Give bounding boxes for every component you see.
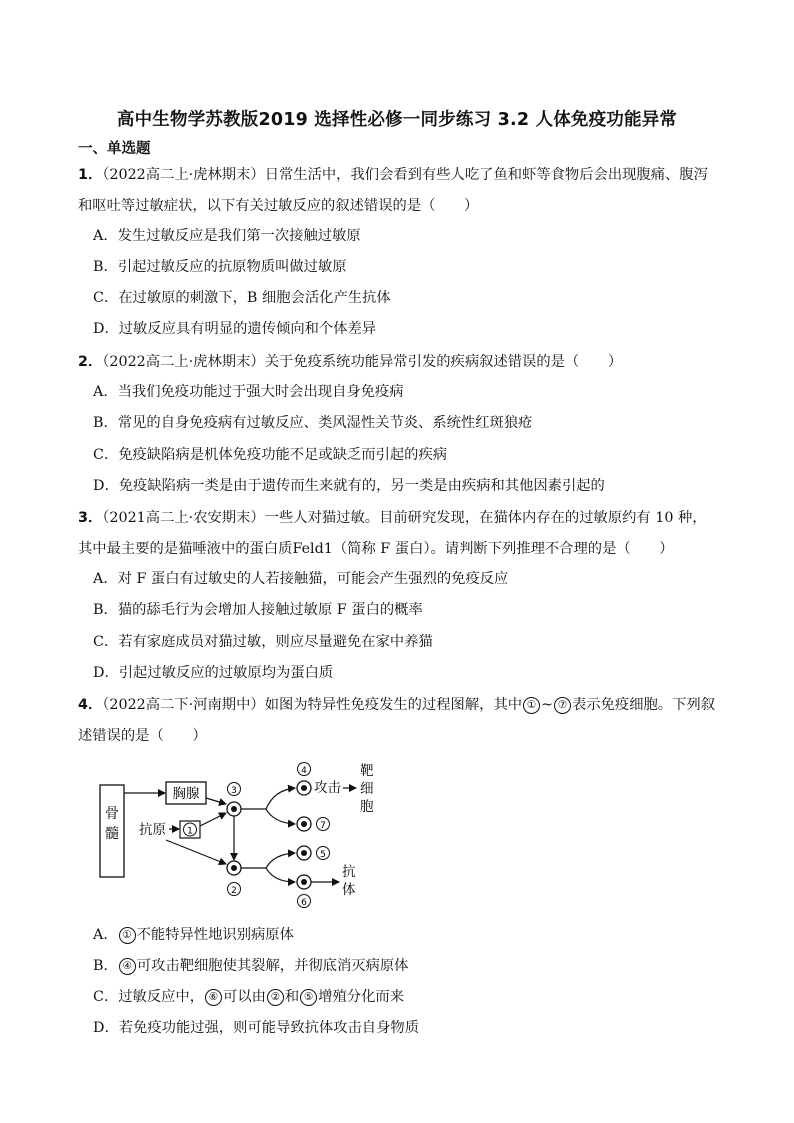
option-label: D． xyxy=(93,478,119,494)
question-number: 3． xyxy=(78,510,103,526)
question-number: 2． xyxy=(78,354,103,370)
option-text: 在过敏原的刺激下，B 细胞会活化产生抗体 xyxy=(118,290,391,306)
cell-number-5: ⑤ xyxy=(300,989,317,1006)
option-label: D． xyxy=(93,1020,119,1036)
option-3a[interactable] xyxy=(93,569,508,589)
question-3 xyxy=(78,503,718,565)
option-text: 免疫缺陷病一类是由于遗传而生来就有的，另一类是由疾病和其他因素引起的 xyxy=(118,478,605,494)
question-stem: 日常生活中，我们会看到有些人吃了鱼和虾等食物后会出现腹痛、腹泻和呕吐等过敏症状，以下有关过敏反应的叙述错误的是（ ） xyxy=(78,167,708,214)
arrow-cell1-cell3 xyxy=(200,813,226,826)
question-source: （2022高二下·河南期中） xyxy=(102,697,265,713)
svg-text:3: 3 xyxy=(231,786,237,796)
option-4a[interactable] xyxy=(93,925,294,945)
option-text: 过敏反应中， xyxy=(118,989,205,1005)
question-1 xyxy=(78,160,718,222)
section-heading: 一、单选题 xyxy=(78,141,151,157)
option-text: 可攻击靶细胞使其裂解，并彻底消灭病原体 xyxy=(136,958,409,974)
cell-number-1: ① xyxy=(523,697,540,714)
svg-text:2: 2 xyxy=(231,886,237,896)
option-4d[interactable] xyxy=(93,1018,419,1038)
page-title: 高中生物学苏教版2019 选择性必修一同步练习 3.2 人体免疫功能异常 xyxy=(116,110,678,130)
option-2b[interactable] xyxy=(93,413,532,433)
option-text: 若有家庭成员对猫过敏，则应尽量避免在家中养猫 xyxy=(118,634,433,650)
option-text: 发生过敏反应是我们第一次接触过敏原 xyxy=(117,228,361,244)
option-1a[interactable] xyxy=(93,226,361,246)
cell-1-number: 1 xyxy=(187,826,193,837)
question-number: 1． xyxy=(78,167,103,183)
option-text: 常见的自身免疫病有过敏反应、类风湿性关节炎、系统性红斑狼疮 xyxy=(117,415,533,431)
question-4 xyxy=(78,690,718,752)
option-text: 引起过敏反应的过敏原均为蛋白质 xyxy=(118,665,334,681)
immune-process-diagram xyxy=(96,760,386,910)
question-source: （2022高二上·虎林期末） xyxy=(102,354,265,370)
target-cell-label: 靶细胞 xyxy=(360,763,374,815)
option-label: B． xyxy=(93,259,118,275)
option-3d[interactable] xyxy=(93,663,333,683)
svg-text:6: 6 xyxy=(301,898,307,908)
svg-text:5: 5 xyxy=(320,850,326,860)
cell-number-4: ④ xyxy=(119,958,136,975)
option-text: 若免疫功能过强，则可能导致抗体攻击自身物质 xyxy=(118,1020,419,1036)
option-4c[interactable] xyxy=(93,987,404,1007)
antigen-label: 抗原 xyxy=(139,822,166,838)
option-2d[interactable] xyxy=(93,476,605,496)
option-label: A． xyxy=(93,384,118,400)
attack-label: 攻击 xyxy=(314,780,341,796)
option-label: A． xyxy=(93,228,118,244)
antibody-label: 抗体 xyxy=(342,864,356,898)
option-text: 不能特异性地识别病原体 xyxy=(136,927,294,943)
option-3b[interactable] xyxy=(93,600,423,620)
option-label: C． xyxy=(93,290,119,306)
svg-text:4: 4 xyxy=(301,766,307,776)
bone-marrow-label: 骨髓 xyxy=(105,806,119,842)
arrow-antigen-cell2 xyxy=(166,840,226,864)
option-label: D． xyxy=(93,321,119,337)
option-label: A． xyxy=(93,927,118,943)
option-1b[interactable] xyxy=(93,257,347,277)
question-stem: 如图为特异性免疫发生的过程图解，其中 xyxy=(264,697,523,713)
option-text: 当我们免疫功能过于强大时会出现自身免疫病 xyxy=(117,384,404,400)
question-source: （2022高二上·虎林期末） xyxy=(102,167,265,183)
option-4b[interactable] xyxy=(93,956,408,976)
option-label: C． xyxy=(93,634,119,650)
question-2 xyxy=(78,347,718,378)
svg-text:7: 7 xyxy=(320,821,326,831)
option-1c[interactable] xyxy=(93,288,391,308)
question-source: （2021高二上·农安期末） xyxy=(102,510,265,526)
question-stem: 关于免疫系统功能异常引发的疾病叙述错误的是（ ） xyxy=(264,354,623,370)
thymus-label: 胸腺 xyxy=(172,786,200,802)
option-text: 免疫缺陷病是机体免疫功能不足或缺乏而引起的疾病 xyxy=(118,447,448,463)
option-text: 可以由 xyxy=(223,989,266,1005)
option-label: B． xyxy=(93,415,118,431)
option-text: 增殖分化而来 xyxy=(318,989,404,1005)
option-text: 过敏反应具有明显的遗传倾向和个体差异 xyxy=(118,321,377,337)
range-tilde: ~ xyxy=(541,697,554,713)
option-label: D． xyxy=(93,665,119,681)
option-1d[interactable] xyxy=(93,319,376,339)
question-stem-end: 表示免疫细胞。下列叙述错误的是（ ） xyxy=(78,697,715,744)
cell-number-6: ⑥ xyxy=(205,989,222,1006)
option-text: 对 F 蛋白有过敏史的人若接触猫，可能会产生强烈的免疫反应 xyxy=(117,571,509,587)
option-2c[interactable] xyxy=(93,445,447,465)
option-text: 和 xyxy=(284,989,300,1005)
arrow-thymus-cell3 xyxy=(206,798,226,804)
cell-number-1: ① xyxy=(119,927,136,944)
option-label: B． xyxy=(93,602,118,618)
cell-number-2: ② xyxy=(267,989,284,1006)
question-stem: 一些人对猫过敏。目前研究发现，在猫体内存在的过敏原约有 10 种，其中最主要的是猫唾液中的蛋白质Feld1（简称 F 蛋白）。请判断下列推理不合理的是（ ） xyxy=(78,510,707,557)
question-number: 4． xyxy=(78,697,103,713)
option-text: 猫的舔毛行为会增加人接触过敏原 F 蛋白的概率 xyxy=(117,602,423,618)
option-2a[interactable] xyxy=(93,382,404,402)
option-label: C． xyxy=(93,447,119,463)
option-label: A． xyxy=(93,571,118,587)
option-label: C． xyxy=(93,989,119,1005)
cell-number-7: ⑦ xyxy=(554,697,571,714)
option-3c[interactable] xyxy=(93,632,433,652)
option-label: B． xyxy=(93,958,118,974)
option-text: 引起过敏反应的抗原物质叫做过敏原 xyxy=(117,259,347,275)
